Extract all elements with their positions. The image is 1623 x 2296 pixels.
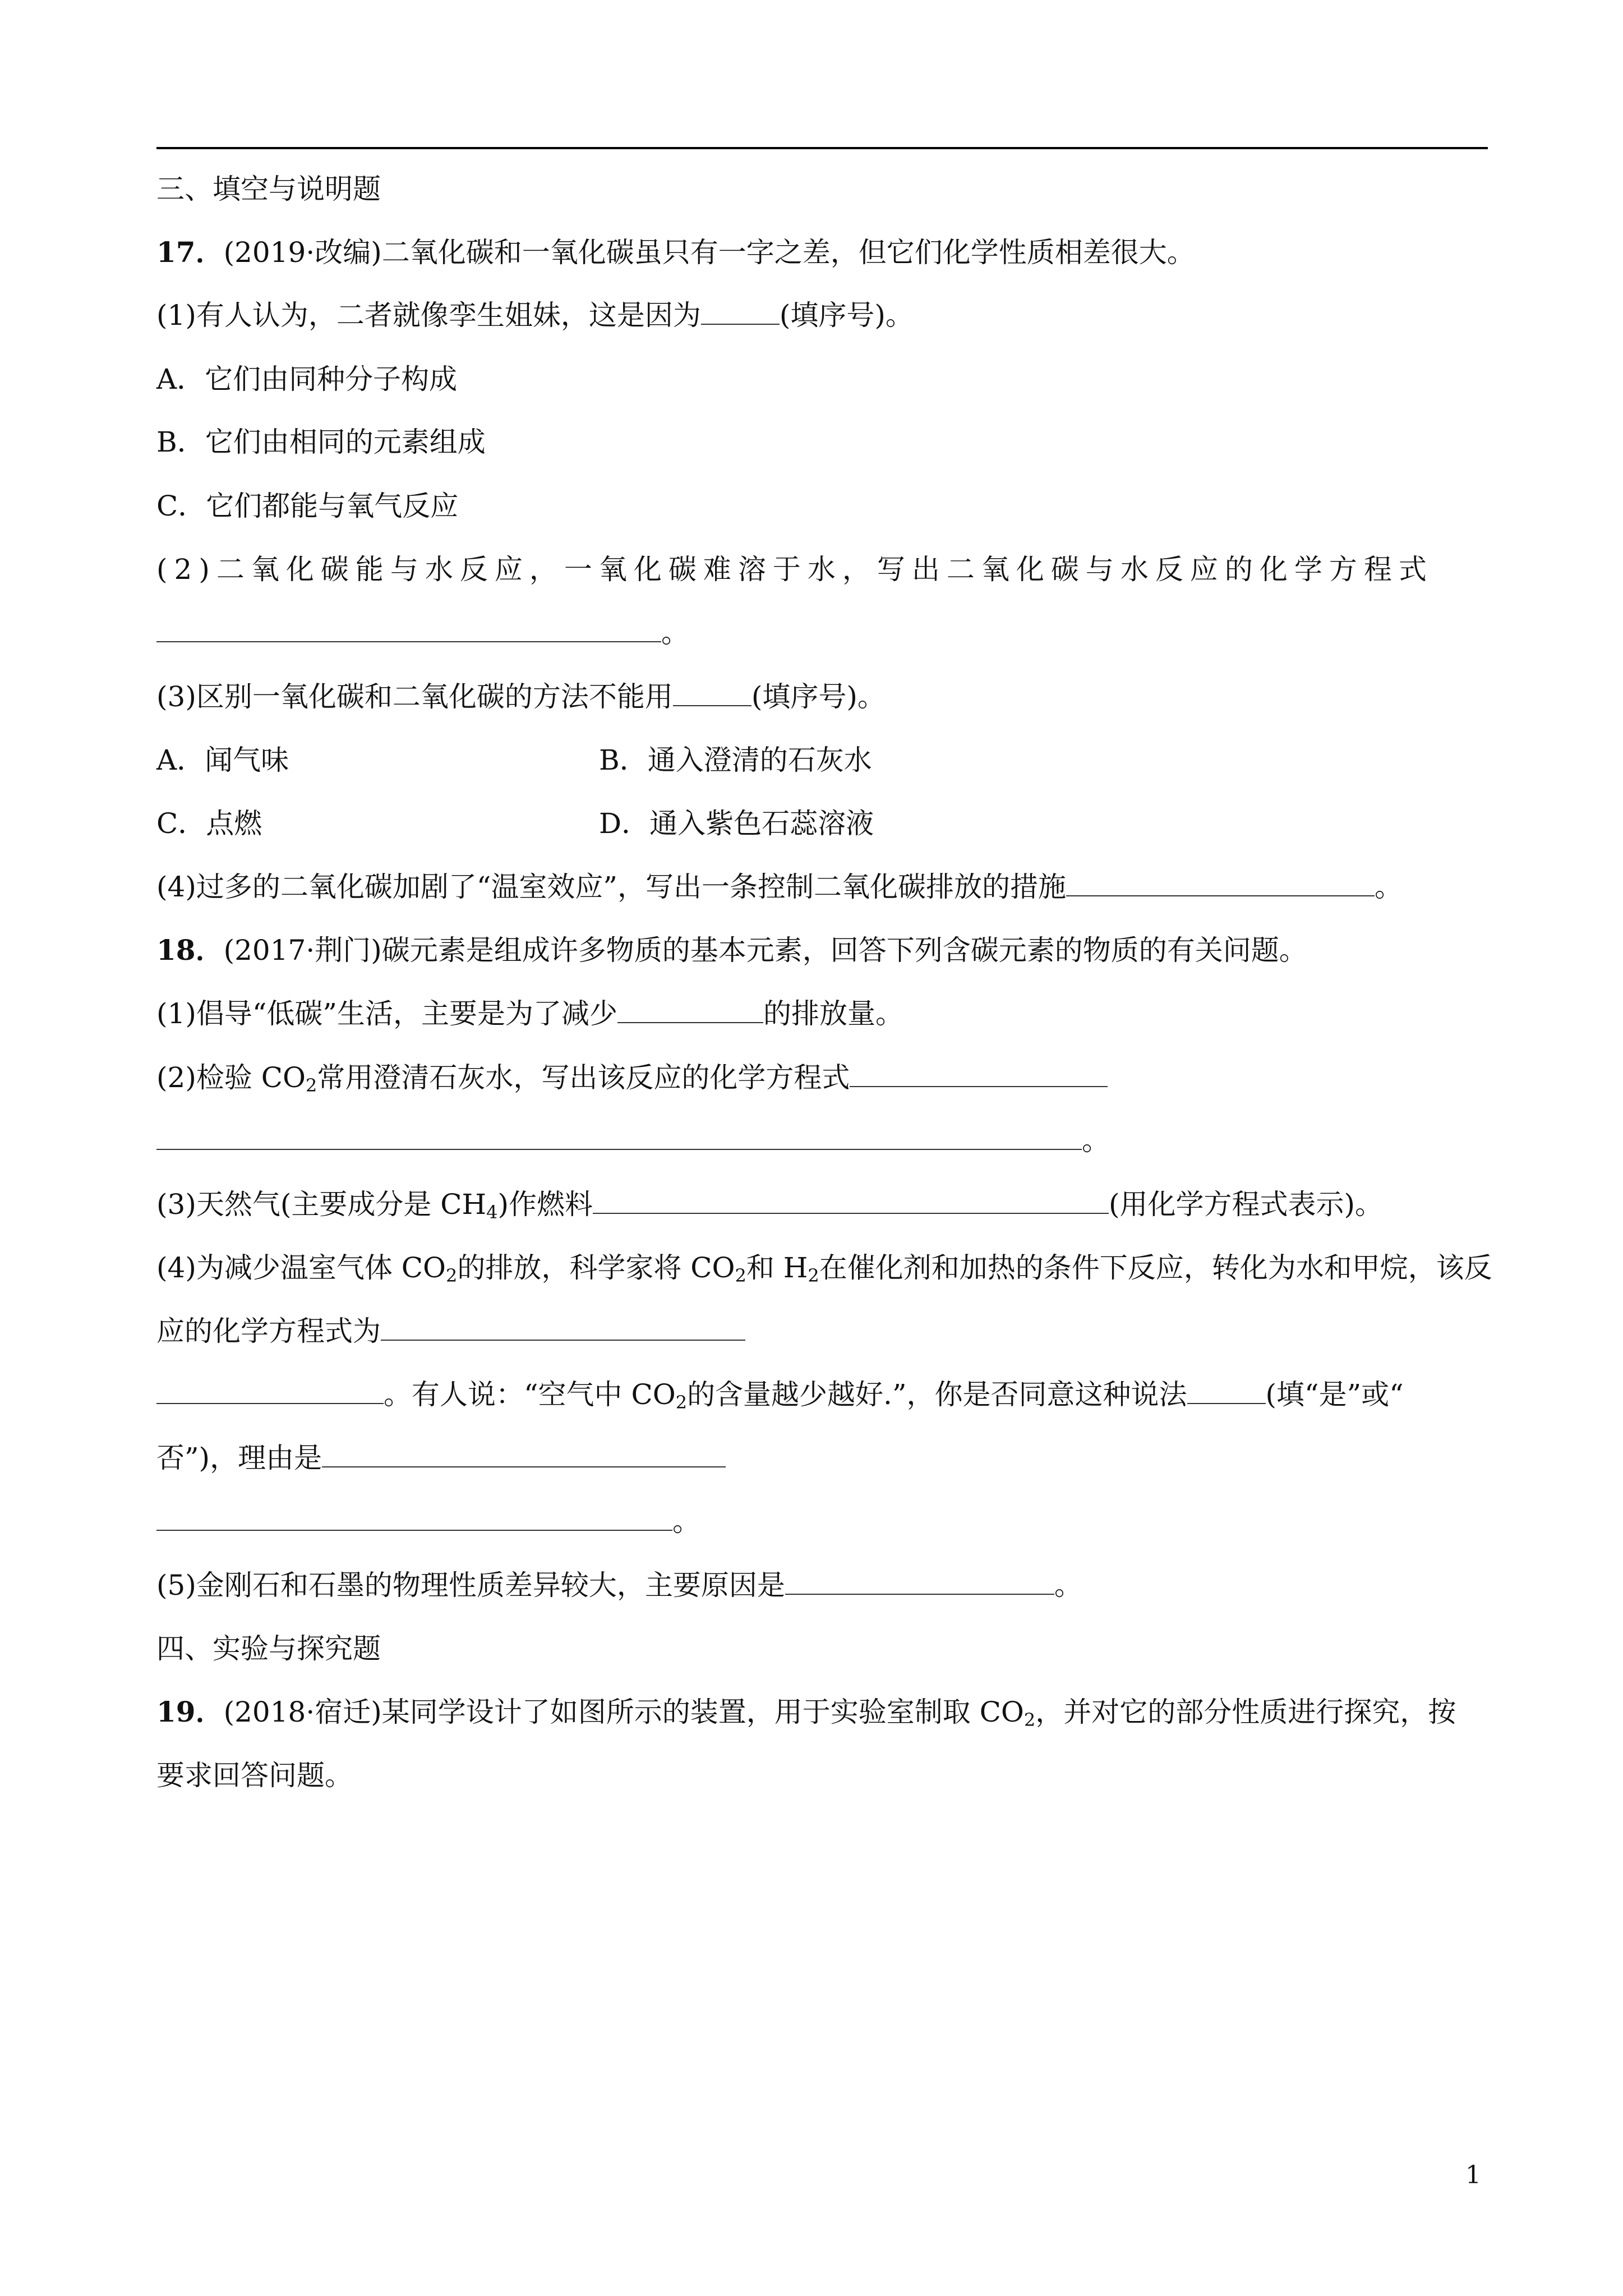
question-19-stem-cont: 要求回答问题。	[156, 1759, 353, 1792]
answer-blank[interactable]	[617, 996, 763, 1023]
answer-blank[interactable]	[156, 1377, 384, 1404]
answer-blank[interactable]	[156, 1504, 672, 1531]
header-rule	[156, 147, 1488, 149]
q17-part2: (2)二氧化碳能与水反应，一氧化碳难溶于水，写出二氧化碳与水反应的化学方程式	[156, 553, 1433, 586]
answer-blank[interactable]	[850, 1060, 1108, 1087]
answer-blank[interactable]	[156, 615, 661, 642]
question-19-stem: 19．(2018·宿迁)某同学设计了如图所示的装置，用于实验室制取 $CO_2$，并对它的部分性质进行探究，按	[156, 1695, 1456, 1731]
q18-part2: (2)检验 $CO_2$常用澄清石灰水，写出该反应的化学方程式	[156, 1060, 1108, 1096]
answer-blank[interactable]	[156, 1123, 1082, 1150]
q17-options-row1: A．闻气味 B．通入澄清的石灰水	[156, 744, 872, 776]
answer-blank[interactable]	[381, 1314, 745, 1341]
answer-blank[interactable]	[322, 1441, 726, 1467]
answer-blank[interactable]	[593, 1187, 1109, 1214]
question-18-stem: 18．(2017·荆门)碳元素是组成许多物质的基本元素，回答下列含碳元素的物质的有关问题。	[156, 933, 1307, 967]
answer-blank[interactable]	[785, 1568, 1054, 1595]
q17-part3: (3)区别一氧化碳和二氧化碳的方法不能用 (填序号)。	[156, 680, 886, 713]
q18-part4-cont: 应的化学方程式为	[156, 1313, 745, 1349]
answer-blank[interactable]	[1066, 869, 1375, 896]
q17-options-row2: C．点燃 D．通入紫色石蕊溶液	[156, 807, 874, 840]
q17-part2-answer: 。	[156, 615, 689, 651]
answer-blank[interactable]	[673, 679, 751, 706]
question-17-stem: 17．(2019·改编)二氧化碳和一氧化碳虽只有一字之差，但它们化学性质相差很大。	[156, 236, 1195, 269]
page-number: 1	[1465, 2161, 1481, 2189]
answer-blank[interactable]	[701, 298, 780, 325]
q18-part4-cont3: 否”)，理由是	[156, 1440, 726, 1476]
answer-blank[interactable]	[1187, 1377, 1266, 1404]
q18-part4: (4)为减少温室气体 $CO_2$的排放，科学家将 $CO_2$和 $H_2$在催化剂和加热的条件下反应，转化为水和甲烷，该反	[156, 1251, 1492, 1286]
q17-part4: (4)过多的二氧化碳加剧了“温室效应”，写出一条控制二氧化碳排放的措施 。	[156, 871, 1403, 903]
q18-part3: (3)天然气(主要成分是 $CH_4$)作燃料 (用化学方程式表示)。	[156, 1188, 1383, 1223]
q17-option-a: A．它们由同种分子构成	[156, 363, 458, 395]
section-heading: 三、填空与说明题	[156, 173, 381, 205]
q18-part4-cont2: 。有人说：“空气中 $CO_2$的含量越少越好.”，你是否同意这种说法 (填“是”或“	[156, 1377, 1404, 1412]
section-heading: 四、实验与探究题	[156, 1632, 381, 1665]
q18-part4-cont4: 。	[156, 1503, 700, 1539]
q18-part1: (1)倡导“低碳”生活，主要是为了减少 的排放量。	[156, 997, 903, 1030]
q17-option-b: B．它们由相同的元素组成	[156, 426, 486, 458]
q18-part5: (5)金刚石和石墨的物理性质差异较大，主要原因是 。	[156, 1569, 1082, 1602]
q17-option-c: C．它们都能与氧气反应	[156, 490, 459, 522]
q17-part1: (1)有人认为，二者就像孪生姐妹，这是因为 (填序号)。	[156, 299, 914, 332]
q18-part2-answer: 。	[156, 1122, 1110, 1158]
